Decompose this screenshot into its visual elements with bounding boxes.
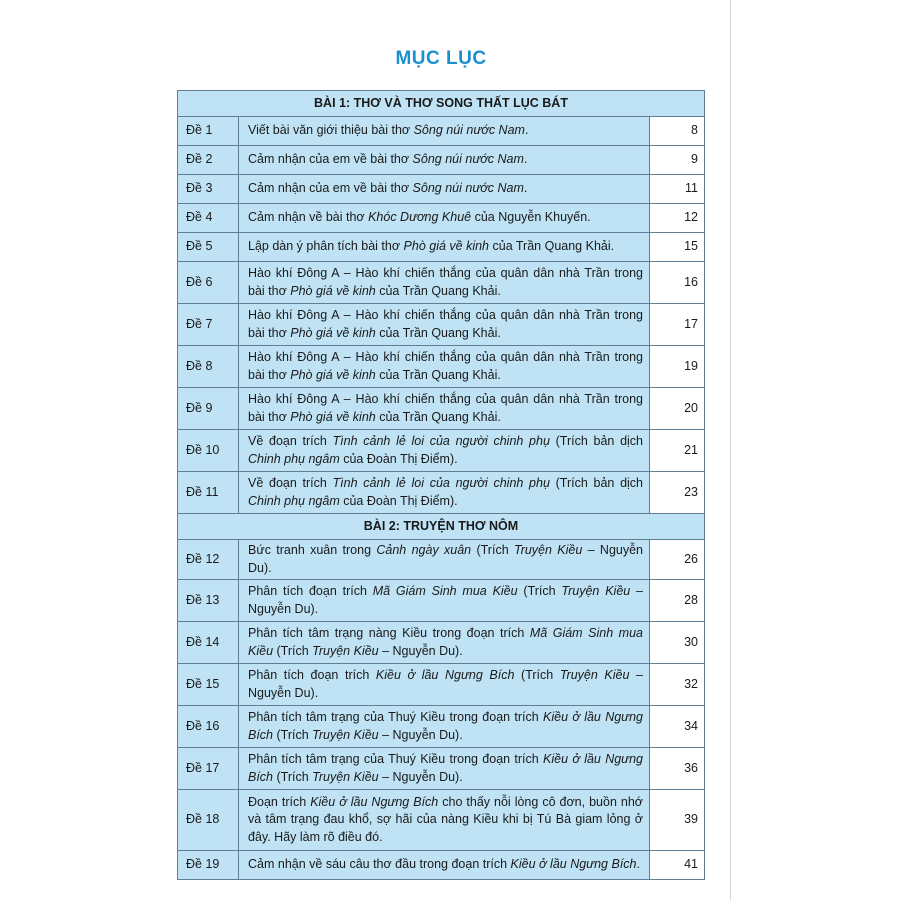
entry-text: của Trần Quang Khải. [375, 325, 501, 340]
entry-title-italic: Truyện Kiều [561, 584, 631, 598]
entry-number: Đề 8 [178, 346, 239, 388]
entry-title-italic: Truyện Kiều [513, 543, 583, 557]
toc-entry-row[interactable] [178, 580, 705, 622]
entry-title-italic: Sông núi nước Nam [412, 181, 524, 196]
toc-entry-row[interactable] [178, 117, 705, 146]
toc-entry-row[interactable] [178, 472, 705, 514]
entry-title-italic: Phò giá về kinh [290, 283, 376, 298]
entry-number: Đề 10 [178, 430, 239, 472]
entry-text: của Trần Quang Khải. [375, 283, 501, 298]
entry-title-italic: Sông núi nước Nam [412, 152, 524, 167]
entry-text: Hào khí Đông A – Hào khí chiến thắng của quân dân nhà Trần trong bài thơ [248, 308, 643, 340]
entry-page-number: 20 [650, 388, 705, 430]
toc-entry-row[interactable] [178, 388, 705, 430]
entry-text: Cảm nhận của em về bài thơ [248, 152, 413, 167]
entry-page-number: 32 [650, 664, 705, 706]
entry-title-italic: Phò giá về kinh [290, 409, 376, 424]
entry-number: Đề 12 [178, 540, 239, 580]
entry-text: Cảm nhận của em về bài thơ [248, 181, 413, 196]
entry-number: Đề 13 [178, 580, 239, 622]
entry-text: Phân tích tâm trạng nàng Kiều trong đoạn trích [248, 626, 530, 640]
entry-title-italic: Sông núi nước Nam [413, 123, 525, 138]
entry-number: Đề 17 [178, 748, 239, 790]
toc-entry-row[interactable] [178, 540, 705, 580]
toc-entry-row[interactable] [178, 146, 705, 175]
entry-page-number: 9 [650, 146, 705, 175]
entry-description [239, 540, 650, 580]
entry-title-italic: Kiều ở lầu Ngưng Bích [248, 752, 643, 784]
entry-page-number: 34 [650, 706, 705, 748]
entry-number: Đề 18 [178, 790, 239, 851]
entry-description [239, 472, 650, 514]
entry-text: Cảm nhận về sáu câu thơ đầu trong đoạn trích [248, 857, 511, 872]
entry-text: – Nguyễn Du). [248, 668, 643, 700]
entry-page-number: 8 [650, 117, 705, 146]
section-heading: BÀI 2: TRUYỆN THƠ NÔM [178, 514, 705, 540]
entry-text: . [524, 123, 529, 138]
toc-entry-row[interactable] [178, 262, 705, 304]
toc-entry-row[interactable] [178, 664, 705, 706]
entry-title-italic: Phò giá về kinh [290, 367, 376, 382]
entry-title-italic: Mã Giám Sinh mua Kiều [248, 626, 643, 658]
entry-title-italic: Mã Giám Sinh mua Kiều [372, 584, 518, 598]
entry-title-italic: Kiều ở lầu Ngưng Bích [310, 794, 439, 809]
entry-text: (Trích [273, 769, 313, 784]
entry-text: (Trích bản dịch [549, 434, 644, 448]
entry-number: Đề 6 [178, 262, 239, 304]
entry-text: – Nguyễn Du). [248, 584, 643, 616]
entry-description [239, 117, 650, 146]
entry-page-number: 21 [650, 430, 705, 472]
entry-number: Đề 3 [178, 175, 239, 204]
entry-text: Cảm nhận về bài thơ [248, 210, 369, 225]
entry-description [239, 580, 650, 622]
entry-text: Viết bài văn giới thiệu bài thơ [248, 123, 414, 138]
toc-entry-row[interactable] [178, 748, 705, 790]
toc-entry-row[interactable] [178, 430, 705, 472]
entry-text: Phân tích tâm trạng của Thuý Kiều trong đoạn trích [248, 752, 544, 766]
entry-description [239, 204, 650, 233]
entry-title-italic: Kiều ở lầu Ngưng Bích [248, 710, 643, 742]
entry-text: Hào khí Đông A – Hào khí chiến thắng của quân dân nhà Trần trong bài thơ [248, 266, 643, 298]
section-header-row [178, 91, 705, 117]
entry-text: của Đoàn Thị Điểm). [339, 451, 458, 466]
entry-title-italic: Cảnh ngày xuân [376, 543, 472, 557]
entry-description [239, 790, 650, 851]
entry-title-italic: Kiều ở lầu Ngưng Bích [510, 857, 637, 872]
toc-body [178, 91, 705, 880]
entry-description [239, 622, 650, 664]
entry-description [239, 748, 650, 790]
entry-number: Đề 2 [178, 146, 239, 175]
entry-text: của Nguyễn Khuyến. [471, 210, 591, 225]
entry-description [239, 346, 650, 388]
entry-description [239, 664, 650, 706]
entry-page-number: 17 [650, 304, 705, 346]
entry-text: của Đoàn Thị Điểm). [339, 493, 458, 508]
toc-entry-row[interactable] [178, 346, 705, 388]
entry-number: Đề 1 [178, 117, 239, 146]
entry-text: (Trích [514, 668, 560, 682]
entry-description [239, 304, 650, 346]
entry-title-italic: Chinh phụ ngâm [248, 493, 340, 508]
entry-title-italic: Phò giá về kinh [403, 239, 490, 254]
entry-text: Hào khí Đông A – Hào khí chiến thắng của quân dân nhà Trần trong bài thơ [248, 392, 643, 424]
entry-text: Lập dàn ý phân tích bài thơ [248, 239, 404, 254]
entry-number: Đề 7 [178, 304, 239, 346]
entry-page-number: 28 [650, 580, 705, 622]
entry-text: (Trích [517, 584, 562, 598]
entry-page-number: 15 [650, 233, 705, 262]
section-heading: BÀI 1: THƠ VÀ THƠ SONG THẤT LỤC BÁT [178, 91, 705, 117]
toc-table [177, 90, 705, 880]
entry-text: (Trích [273, 727, 313, 742]
entry-text: Phân tích đoạn trích [248, 668, 376, 682]
entry-description [239, 388, 650, 430]
entry-text: (Trích [273, 643, 313, 658]
toc-entry-row[interactable] [178, 304, 705, 346]
section-header-row [178, 514, 705, 540]
entry-text: . [636, 857, 640, 872]
entry-text: . [523, 181, 528, 196]
entry-number: Đề 14 [178, 622, 239, 664]
entry-text: của Trần Quang Khải. [375, 367, 501, 382]
toc-entry-row[interactable] [178, 175, 705, 204]
entry-text: . [523, 152, 528, 167]
entry-text: Bức tranh xuân trong [248, 543, 377, 557]
entry-text: Phân tích đoạn trích [248, 584, 373, 598]
entry-text: (Trích bản dịch [549, 476, 644, 490]
entry-title-italic: Truyện Kiều [559, 668, 630, 682]
entry-title-italic: Truyện Kiều [312, 643, 379, 658]
entry-page-number: 11 [650, 175, 705, 204]
entry-page-number: 12 [650, 204, 705, 233]
entry-description [239, 262, 650, 304]
entry-description [239, 146, 650, 175]
entry-page-number: 36 [650, 748, 705, 790]
entry-number: Đề 9 [178, 388, 239, 430]
entry-title-italic: Truyện Kiều [312, 727, 379, 742]
entry-text: – Nguyễn Du). [248, 543, 644, 575]
toc-entry-row[interactable] [178, 706, 705, 748]
entry-text: Phân tích tâm trạng của Thuý Kiều trong đoạn trích [248, 710, 544, 724]
entry-description [239, 175, 650, 204]
entry-description [239, 706, 650, 748]
entry-text: cho thấy nỗi lòng cô đơn, buồn nhớ và tâm trạng đau khổ, sợ hãi của nàng Kiều khi bị Tú Bà giam lỏng ở đây. Hãy làm rõ điều đó. [248, 794, 643, 844]
entry-number: Đề 19 [178, 851, 239, 880]
entry-page-number: 19 [650, 346, 705, 388]
entry-page-number: 39 [650, 790, 705, 851]
entry-text: của Trần Quang Khải. [375, 409, 501, 424]
entry-title-italic: Kiều ở lầu Ngưng Bích [375, 668, 515, 682]
book-page [152, 0, 731, 900]
entry-title-italic: Truyện Kiều [312, 769, 379, 784]
entry-description [239, 233, 650, 262]
entry-description [239, 851, 650, 880]
entry-text: Đoạn trích [248, 794, 311, 809]
entry-text: của Trần Quang Khải. [489, 239, 615, 254]
entry-title-italic: Tình cảnh lẻ loi của người chinh phụ [332, 434, 550, 448]
entry-text: Về đoạn trích [248, 476, 333, 490]
entry-number: Đề 4 [178, 204, 239, 233]
entry-title-italic: Chinh phụ ngâm [248, 451, 340, 466]
toc-entry-row[interactable] [178, 622, 705, 664]
entry-description [239, 430, 650, 472]
toc-entry-row[interactable] [178, 233, 705, 262]
entry-number: Đề 5 [178, 233, 239, 262]
entry-text: – Nguyễn Du). [378, 727, 463, 742]
entry-page-number: 30 [650, 622, 705, 664]
toc-entry-row[interactable] [178, 790, 705, 851]
entry-page-number: 23 [650, 472, 705, 514]
entry-text: – Nguyễn Du). [378, 643, 463, 658]
entry-page-number: 41 [650, 851, 705, 880]
entry-page-number: 16 [650, 262, 705, 304]
page-title: MỤC LỤC [395, 48, 487, 69]
entry-title-italic: Phò giá về kinh [290, 325, 376, 340]
entry-text: Hào khí Đông A – Hào khí chiến thắng của quân dân nhà Trần trong bài thơ [248, 350, 643, 382]
entry-text: (Trích [471, 543, 514, 557]
entry-number: Đề 16 [178, 706, 239, 748]
entry-title-italic: Khóc Dương Khuê [368, 210, 472, 225]
entry-number: Đề 11 [178, 472, 239, 514]
entry-title-italic: Tình cảnh lẻ loi của người chinh phụ [332, 476, 550, 490]
entry-number: Đề 15 [178, 664, 239, 706]
toc-entry-row[interactable] [178, 204, 705, 233]
toc-entry-row[interactable] [178, 851, 705, 880]
entry-page-number: 26 [650, 540, 705, 580]
entry-text: – Nguyễn Du). [378, 769, 463, 784]
entry-text: Về đoạn trích [248, 434, 333, 448]
